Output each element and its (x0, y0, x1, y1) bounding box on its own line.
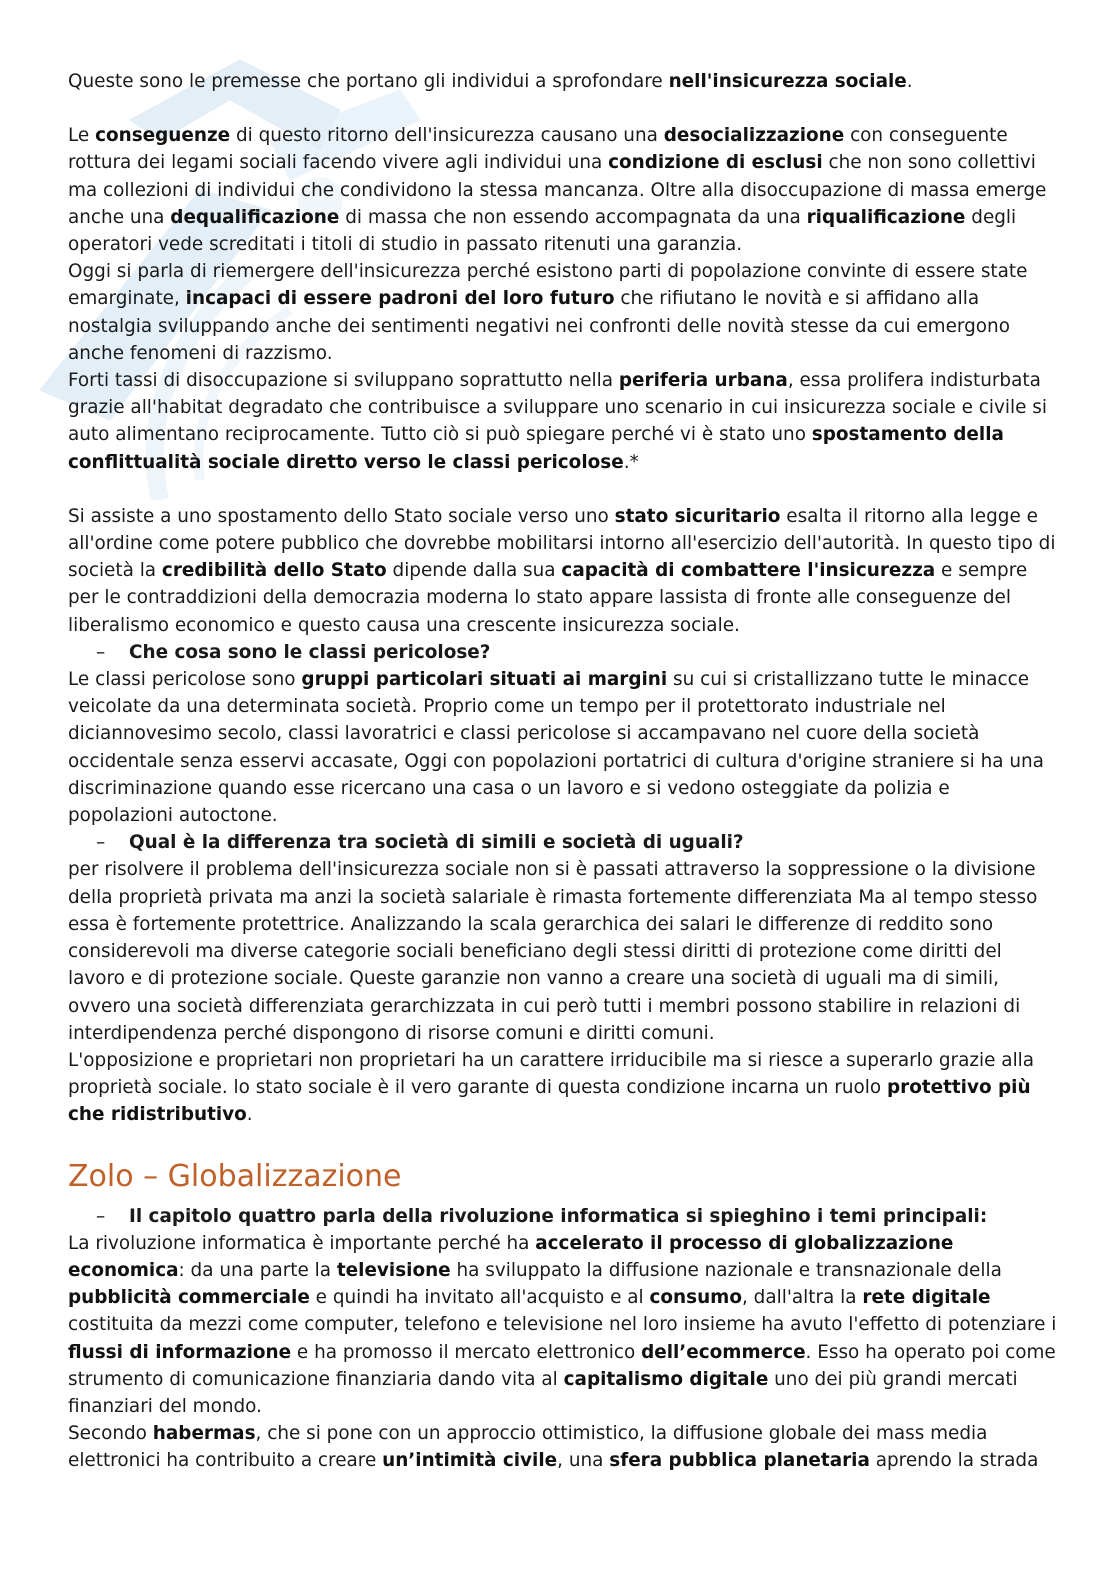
question-simili-uguali: – Qual è la differenza tra società di simili e società di uguali? (68, 829, 1058, 856)
paragraph-proprieta-sociale: L'opposizione e proprietari non proprietari ha un carattere irriducibile ma si riesce a superarlo grazie alla proprietà sociale. lo stato sociale è il vero garante di questa condizione incarna un ruolo protettivo più che ridistributivo. (68, 1049, 1035, 1126)
paragraph-simili-uguali: per risolvere il problema dell'insicurezza sociale non si è passati attraverso la soppressione o la divisione della proprietà privata ma anzi la società salariale è rimasta fortemente differenziata Ma al tempo stesso essa è fortemente protettrice. Analizzando la scala gerarchica dei salari le differenze di reddito sono considerevoli ma diverse categorie sociali beneficiano degli stessi diritti di protezione come diritti del lavoro e di protezione sociale. Queste garanzie non vanno a creare una società di uguali ma di simili, ovvero una società differenziata gerarchizzata in cui però tutti i membri possono stabilire in relazioni di interdipendenza perché dispongono di risorse comuni e diritti comuni. (68, 859, 1038, 1044)
paragraph-periferia: Forti tassi di disoccupazione si sviluppano soprattutto nella periferia urbana, essa prolifera indisturbata grazie all'habitat degradato che contribuisce a sviluppare uno scenario in cui insicurezza sociale e civile si auto alimentano reciprocamente. Tutto ciò si può spiegare perché vi è stato uno spostamento della conflittualità sociale diretto verso le classi pericolose.* (68, 370, 1047, 473)
paragraph-conseguenze: Le conseguenze di questo ritorno dell'insicurezza causano una desocializzazione con conseguente rottura dei legami sociali facendo vivere agli individui una condizione di esclusi che non sono collettivi ma collezioni di individui che condividono la stessa mancanza. Oltre alla disoccupazione di massa emerge anche una dequalificazione di massa che non essendo accompagnata da una riqualificazione degli operatori vede screditati i titoli di studio in passato ritenuti una garanzia. (68, 125, 1047, 256)
document-page (68, 68, 1058, 1475)
question-classi-pericolose: – Che cosa sono le classi pericolose? (68, 639, 1058, 666)
paragraph-premesse: Queste sono le premesse che portano gli individui a sprofondare nell'insicurezza sociale. (68, 71, 913, 92)
paragraph-classi-pericolose: Le classi pericolose sono gruppi particolari situati ai margini su cui si cristallizzano tutte le minacce veicolate da una determinata società. Proprio come un tempo per il protettorato industriale nel diciannovesimo secolo, classi lavoratrici e classi pericolose si accampavano nel cuore della società occidentale senza esservi accasate, Oggi con popolazioni portatrici di cultura d'origine straniere si ha una discriminazione quando esse ricercano una casa o un lavoro e si vedono osteggiate da polizia e popolazioni autoctone. (68, 669, 1044, 827)
section-heading: Zolo – Globalizzazione (68, 1158, 402, 1194)
paragraph-stato-sicuritario: Si assiste a uno spostamento dello Stato sociale verso uno stato sicuritario esalta il ritorno alla legge e all'ordine come potere pubblico che dovrebbe mobilitarsi intorno all'esercizio dell'autorità. In questo tipo di società la credibilità dello Stato dipende dalla sua capacità di combattere l'insicurezza e sempre per le contraddizioni della democrazia moderna lo stato appare lassista di fronte alle conseguenze del liberalismo economico e questo causa una crescente insicurezza sociale. (68, 505, 1056, 636)
paragraph-habermas: Secondo habermas, che si pone con un approccio ottimistico, la diffusione globale dei mass media elettronici ha contribuito a creare un’intimità civile, una sfera pubblica planetaria aprendo la strada (68, 1423, 1039, 1472)
paragraph-riemergere: Oggi si parla di riemergere dell'insicurezza perché esistono parti di popolazione convinte di essere state emarginate, incapaci di essere padroni del loro futuro che rifiutano le novità e si affidano alla nostalgia sviluppando anche dei sentimenti negativi nei confronti delle novità stesse da cui emergono anche fenomeni di razzismo. (68, 261, 1028, 364)
paragraph-rivoluzione-informatica: La rivoluzione informatica è importante perché ha accelerato il processo di globalizzazione economica: da una parte la televisione ha sviluppato la diffusione nazionale e transnazionale della pubblicità commerciale e quindi ha invitato all'acquisto e al consumo, dall'altra la rete digitale costituita da mezzi come computer, telefono e televisione nel loro insieme ha avuto l'effetto di potenziare i flussi di informazione e ha promosso il mercato elettronico dell’ecommerce. Esso ha operato poi come strumento di comunicazione finanziaria dando vita al capitalismo digitale uno dei più grandi mercati finanziari del mondo. (68, 1232, 1057, 1417)
question-rivoluzione-informatica: – Il capitolo quattro parla della rivoluzione informatica si spieghino i temi principali: (68, 1203, 1058, 1230)
